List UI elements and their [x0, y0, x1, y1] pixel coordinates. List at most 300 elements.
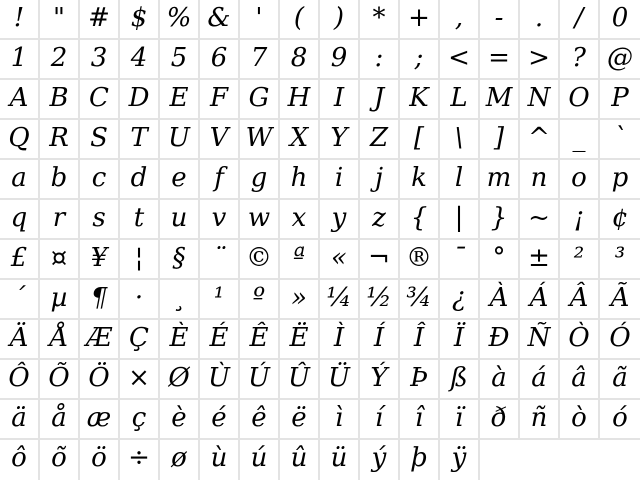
glyph-cell[interactable]	[200, 120, 240, 160]
glyph-cell[interactable]	[120, 240, 160, 280]
glyph-cell[interactable]	[120, 160, 160, 200]
glyph: æ	[86, 403, 112, 433]
glyph: Ú	[248, 363, 270, 393]
glyph-cell[interactable]	[320, 280, 360, 320]
glyph: Ñ	[527, 323, 551, 353]
glyph-cell[interactable]	[160, 80, 200, 120]
glyph: £	[10, 243, 28, 273]
glyph-cell[interactable]	[0, 360, 40, 400]
glyph: d	[130, 163, 148, 193]
glyph-cell[interactable]	[160, 400, 200, 440]
glyph-cell[interactable]	[0, 40, 40, 80]
glyph: ]	[493, 123, 505, 153]
glyph-cell[interactable]	[160, 280, 200, 320]
glyph-cell[interactable]	[0, 80, 40, 120]
glyph-cell[interactable]	[480, 400, 520, 440]
glyph-cell[interactable]	[320, 160, 360, 200]
glyph: Ì	[333, 323, 345, 353]
glyph-cell[interactable]	[0, 0, 40, 40]
glyph-cell[interactable]	[80, 440, 120, 480]
glyph-cell[interactable]	[80, 120, 120, 160]
glyph-cell[interactable]	[320, 360, 360, 400]
glyph-cell[interactable]	[560, 160, 600, 200]
glyph-cell[interactable]	[400, 0, 440, 40]
glyph: ñ	[530, 403, 548, 433]
glyph-cell[interactable]	[600, 320, 640, 360]
glyph-cell[interactable]	[600, 360, 640, 400]
glyph-cell[interactable]	[560, 400, 600, 440]
glyph-cell[interactable]	[440, 320, 480, 360]
glyph-cell[interactable]	[480, 280, 520, 320]
glyph: ý	[371, 443, 387, 473]
glyph: .	[534, 3, 544, 33]
glyph-cell[interactable]	[200, 320, 240, 360]
glyph-cell[interactable]	[400, 320, 440, 360]
glyph-cell[interactable]	[160, 0, 200, 40]
glyph-cell[interactable]	[400, 40, 440, 80]
glyph-cell[interactable]	[80, 280, 120, 320]
glyph-cell[interactable]	[280, 200, 320, 240]
glyph-cell[interactable]	[240, 440, 280, 480]
glyph-cell[interactable]	[120, 400, 160, 440]
glyph-cell[interactable]	[0, 280, 40, 320]
glyph-cell[interactable]	[280, 40, 320, 80]
glyph-cell[interactable]	[400, 280, 440, 320]
glyph: <	[448, 43, 470, 73]
glyph: ì	[334, 403, 344, 433]
glyph: +	[408, 3, 430, 33]
glyph-cell[interactable]	[40, 360, 80, 400]
glyph-cell[interactable]	[480, 0, 520, 40]
glyph-cell[interactable]	[440, 240, 480, 280]
glyph: /	[574, 3, 584, 33]
glyph-cell[interactable]	[400, 160, 440, 200]
glyph: p	[611, 163, 629, 193]
glyph-cell[interactable]	[120, 40, 160, 80]
glyph: Å	[49, 323, 69, 353]
glyph-cell[interactable]	[200, 400, 240, 440]
glyph-cell[interactable]	[40, 280, 80, 320]
glyph: j	[374, 163, 384, 193]
glyph-cell[interactable]	[200, 200, 240, 240]
glyph-cell[interactable]	[160, 360, 200, 400]
glyph-cell[interactable]	[160, 120, 200, 160]
glyph: >	[528, 43, 550, 73]
glyph: F	[209, 83, 229, 113]
glyph: Â	[569, 283, 589, 313]
glyph: T	[130, 123, 148, 153]
glyph-cell[interactable]	[320, 80, 360, 120]
glyph-cell[interactable]	[200, 440, 240, 480]
glyph-cell[interactable]	[240, 80, 280, 120]
empty-cell	[560, 440, 600, 480]
glyph-cell[interactable]	[200, 80, 240, 120]
glyph: Z	[369, 123, 389, 153]
glyph-cell[interactable]	[120, 0, 160, 40]
glyph-cell[interactable]	[400, 240, 440, 280]
glyph-cell[interactable]	[400, 400, 440, 440]
glyph-cell[interactable]	[440, 360, 480, 400]
glyph-cell[interactable]	[360, 360, 400, 400]
glyph-cell[interactable]	[40, 40, 80, 80]
glyph-cell[interactable]	[80, 160, 120, 200]
glyph-cell[interactable]	[520, 120, 560, 160]
glyph-cell[interactable]	[240, 240, 280, 280]
glyph: Þ	[410, 363, 428, 393]
glyph: ¨	[212, 243, 226, 273]
glyph-cell[interactable]	[40, 0, 80, 40]
glyph-cell[interactable]	[280, 440, 320, 480]
glyph: Ù	[208, 363, 230, 393]
glyph-cell[interactable]	[200, 360, 240, 400]
glyph: ó	[612, 403, 628, 433]
glyph: ¤	[50, 243, 68, 273]
glyph: X	[289, 123, 309, 153]
glyph-cell[interactable]	[360, 40, 400, 80]
glyph-cell[interactable]	[320, 200, 360, 240]
glyph-cell[interactable]	[280, 320, 320, 360]
glyph-cell[interactable]	[200, 280, 240, 320]
glyph-cell[interactable]	[240, 200, 280, 240]
glyph-cell[interactable]	[400, 200, 440, 240]
glyph-cell[interactable]	[160, 440, 200, 480]
glyph: O	[568, 83, 590, 113]
glyph: (	[293, 3, 305, 33]
glyph-cell[interactable]	[0, 240, 40, 280]
glyph: Û	[288, 363, 310, 393]
glyph-cell[interactable]	[520, 80, 560, 120]
glyph-cell[interactable]	[40, 120, 80, 160]
glyph: &	[207, 3, 231, 33]
glyph-cell[interactable]	[480, 120, 520, 160]
glyph: ¡	[573, 203, 585, 233]
glyph: W	[245, 123, 273, 153]
glyph: E	[169, 83, 189, 113]
glyph-cell[interactable]	[120, 440, 160, 480]
glyph: Á	[529, 283, 549, 313]
glyph: ©	[246, 243, 272, 273]
glyph: ²	[573, 243, 585, 273]
glyph-cell[interactable]	[320, 320, 360, 360]
glyph: 6	[210, 43, 228, 73]
glyph-cell[interactable]	[240, 40, 280, 80]
glyph-cell[interactable]	[560, 280, 600, 320]
glyph-cell[interactable]	[360, 120, 400, 160]
glyph-cell[interactable]	[240, 360, 280, 400]
glyph: q	[10, 203, 28, 233]
glyph: z	[372, 203, 386, 233]
glyph: ¾	[406, 283, 432, 313]
glyph: r	[52, 203, 66, 233]
glyph-cell[interactable]	[560, 240, 600, 280]
glyph: á	[531, 363, 547, 393]
glyph-cell[interactable]	[360, 440, 400, 480]
glyph: c	[91, 163, 107, 193]
glyph: n	[530, 163, 548, 193]
glyph: ¶	[90, 283, 108, 313]
glyph-cell[interactable]	[320, 400, 360, 440]
glyph: ú	[250, 443, 268, 473]
glyph-cell[interactable]	[440, 400, 480, 440]
glyph-cell[interactable]	[560, 80, 600, 120]
glyph-cell[interactable]	[120, 360, 160, 400]
glyph: À	[489, 283, 509, 313]
glyph-cell[interactable]	[80, 240, 120, 280]
glyph: 3	[90, 43, 108, 73]
glyph: m	[486, 163, 512, 193]
glyph-cell[interactable]	[0, 200, 40, 240]
glyph: î	[414, 403, 424, 433]
glyph: ù	[210, 443, 228, 473]
glyph-cell[interactable]	[480, 40, 520, 80]
glyph-cell[interactable]	[440, 120, 480, 160]
glyph: ÷	[128, 443, 150, 473]
glyph-cell[interactable]	[120, 120, 160, 160]
glyph-cell[interactable]	[600, 240, 640, 280]
glyph-cell[interactable]	[360, 400, 400, 440]
glyph-cell[interactable]	[80, 80, 120, 120]
glyph: [	[413, 123, 425, 153]
glyph-cell[interactable]	[440, 440, 480, 480]
glyph-cell[interactable]	[360, 240, 400, 280]
glyph-cell[interactable]	[400, 80, 440, 120]
glyph: ø	[171, 443, 187, 473]
glyph-cell[interactable]	[160, 40, 200, 80]
glyph: 0	[611, 3, 629, 33]
glyph-cell[interactable]	[120, 320, 160, 360]
glyph-cell[interactable]	[520, 0, 560, 40]
glyph-cell[interactable]	[440, 0, 480, 40]
glyph: 5	[170, 43, 188, 73]
glyph-cell[interactable]	[560, 0, 600, 40]
glyph-cell[interactable]	[600, 0, 640, 40]
glyph: ?	[572, 43, 586, 73]
glyph-cell[interactable]	[560, 200, 600, 240]
glyph: ô	[11, 443, 27, 473]
glyph-cell[interactable]	[440, 200, 480, 240]
glyph: Õ	[48, 363, 70, 393]
glyph: ¼	[326, 283, 352, 313]
glyph: =	[488, 43, 510, 73]
glyph-cell[interactable]	[440, 80, 480, 120]
glyph: i	[334, 163, 344, 193]
glyph-cell[interactable]	[80, 0, 120, 40]
glyph: ç	[131, 403, 147, 433]
glyph: w	[247, 203, 271, 233]
glyph: Ð	[488, 323, 510, 353]
glyph: Ä	[9, 323, 29, 353]
glyph: )	[333, 3, 345, 33]
glyph-cell[interactable]	[40, 80, 80, 120]
glyph: »	[291, 283, 307, 313]
glyph-cell[interactable]	[440, 160, 480, 200]
glyph-cell[interactable]	[280, 400, 320, 440]
glyph: P	[611, 83, 629, 113]
glyph-cell[interactable]	[0, 160, 40, 200]
glyph: ·	[134, 283, 144, 313]
glyph-cell[interactable]	[400, 120, 440, 160]
glyph-cell[interactable]	[200, 240, 240, 280]
glyph-cell[interactable]	[360, 200, 400, 240]
glyph-cell[interactable]	[360, 280, 400, 320]
glyph: §	[172, 243, 186, 273]
glyph-cell[interactable]	[120, 200, 160, 240]
glyph-cell[interactable]	[560, 40, 600, 80]
glyph-cell[interactable]	[560, 320, 600, 360]
glyph-cell[interactable]	[600, 120, 640, 160]
glyph-cell[interactable]	[240, 400, 280, 440]
glyph: b	[50, 163, 68, 193]
glyph-cell[interactable]	[520, 360, 560, 400]
glyph-cell[interactable]	[280, 160, 320, 200]
glyph-cell[interactable]	[40, 160, 80, 200]
glyph-cell[interactable]	[40, 320, 80, 360]
glyph: É	[209, 323, 229, 353]
glyph-cell[interactable]	[480, 240, 520, 280]
glyph-cell[interactable]	[40, 400, 80, 440]
glyph: H	[287, 83, 311, 113]
glyph-cell[interactable]	[200, 0, 240, 40]
glyph-cell[interactable]	[360, 320, 400, 360]
glyph: '	[255, 3, 263, 33]
glyph-cell[interactable]	[480, 160, 520, 200]
glyph: \	[454, 123, 464, 153]
glyph: 4	[130, 43, 148, 73]
glyph-cell[interactable]	[520, 400, 560, 440]
glyph-cell[interactable]	[0, 320, 40, 360]
glyph-cell[interactable]	[80, 200, 120, 240]
glyph-cell[interactable]	[360, 160, 400, 200]
glyph: A	[9, 83, 29, 113]
glyph: `	[613, 123, 627, 153]
glyph: ä	[11, 403, 27, 433]
glyph: é	[211, 403, 227, 433]
glyph-cell[interactable]	[280, 280, 320, 320]
glyph-cell[interactable]	[480, 80, 520, 120]
glyph-cell[interactable]	[320, 240, 360, 280]
glyph-cell[interactable]	[520, 320, 560, 360]
glyph-cell[interactable]	[520, 40, 560, 80]
glyph-cell[interactable]	[600, 160, 640, 200]
glyph-cell[interactable]	[560, 120, 600, 160]
glyph-cell[interactable]	[200, 160, 240, 200]
glyph-cell[interactable]	[400, 440, 440, 480]
glyph-cell[interactable]	[280, 240, 320, 280]
glyph-cell[interactable]	[240, 280, 280, 320]
glyph-cell[interactable]	[520, 240, 560, 280]
glyph-cell[interactable]	[40, 200, 80, 240]
glyph-cell[interactable]	[40, 240, 80, 280]
glyph: à	[491, 363, 507, 393]
glyph-cell[interactable]	[0, 400, 40, 440]
glyph-cell[interactable]	[80, 40, 120, 80]
glyph-cell[interactable]	[200, 40, 240, 80]
glyph: ¢	[611, 203, 629, 233]
glyph-cell[interactable]	[600, 280, 640, 320]
glyph-cell[interactable]	[400, 360, 440, 400]
glyph-cell[interactable]	[240, 0, 280, 40]
glyph-cell[interactable]	[120, 80, 160, 120]
glyph: y	[331, 203, 347, 233]
glyph: è	[171, 403, 187, 433]
glyph-cell[interactable]	[80, 360, 120, 400]
glyph-cell[interactable]	[280, 120, 320, 160]
glyph-cell[interactable]	[440, 280, 480, 320]
glyph-cell[interactable]	[520, 280, 560, 320]
glyph-cell[interactable]	[240, 120, 280, 160]
glyph: ë	[291, 403, 307, 433]
glyph: ¸	[172, 283, 186, 313]
glyph: e	[171, 163, 187, 193]
glyph-cell[interactable]	[440, 40, 480, 80]
glyph: ¥	[90, 243, 108, 273]
glyph: ¿	[452, 283, 466, 313]
glyph-cell[interactable]	[160, 320, 200, 360]
glyph-cell[interactable]	[360, 80, 400, 120]
glyph: !	[13, 3, 25, 33]
glyph-cell[interactable]	[480, 320, 520, 360]
glyph-cell[interactable]	[600, 200, 640, 240]
glyph: Ò	[568, 323, 590, 353]
glyph-cell[interactable]	[320, 440, 360, 480]
glyph: C	[89, 83, 109, 113]
glyph: þ	[410, 443, 428, 473]
glyph-cell[interactable]	[0, 120, 40, 160]
glyph: a	[11, 163, 27, 193]
glyph: °	[492, 243, 506, 273]
glyph-cell[interactable]	[480, 200, 520, 240]
glyph-cell[interactable]	[0, 440, 40, 480]
glyph: N	[527, 83, 551, 113]
glyph-cell[interactable]	[280, 80, 320, 120]
glyph-cell[interactable]	[120, 280, 160, 320]
glyph-cell[interactable]	[80, 320, 120, 360]
glyph: â	[571, 363, 587, 393]
glyph-cell[interactable]	[520, 160, 560, 200]
glyph: ö	[91, 443, 107, 473]
glyph: K	[409, 83, 429, 113]
glyph-cell[interactable]	[240, 160, 280, 200]
glyph-cell[interactable]	[560, 360, 600, 400]
glyph: ü	[330, 443, 348, 473]
glyph: ¬	[368, 243, 390, 273]
glyph: {	[410, 203, 428, 233]
glyph-cell[interactable]	[480, 360, 520, 400]
glyph: ~	[528, 203, 550, 233]
glyph-cell[interactable]	[320, 0, 360, 40]
glyph-cell[interactable]	[280, 360, 320, 400]
glyph-cell[interactable]	[320, 120, 360, 160]
glyph-cell[interactable]	[600, 400, 640, 440]
glyph-cell[interactable]	[160, 200, 200, 240]
glyph-cell[interactable]	[520, 200, 560, 240]
glyph: *	[372, 3, 386, 33]
glyph-cell[interactable]	[600, 80, 640, 120]
glyph-cell[interactable]	[280, 0, 320, 40]
glyph: M	[485, 83, 513, 113]
glyph-cell[interactable]	[240, 320, 280, 360]
glyph-cell[interactable]	[160, 240, 200, 280]
glyph-cell[interactable]	[40, 440, 80, 480]
glyph: u	[170, 203, 188, 233]
glyph-cell[interactable]	[360, 0, 400, 40]
glyph-cell[interactable]	[600, 40, 640, 80]
glyph-cell[interactable]	[320, 40, 360, 80]
glyph: ð	[491, 403, 507, 433]
glyph-cell[interactable]	[80, 400, 120, 440]
glyph-cell[interactable]	[160, 160, 200, 200]
glyph: Ï	[453, 323, 465, 353]
